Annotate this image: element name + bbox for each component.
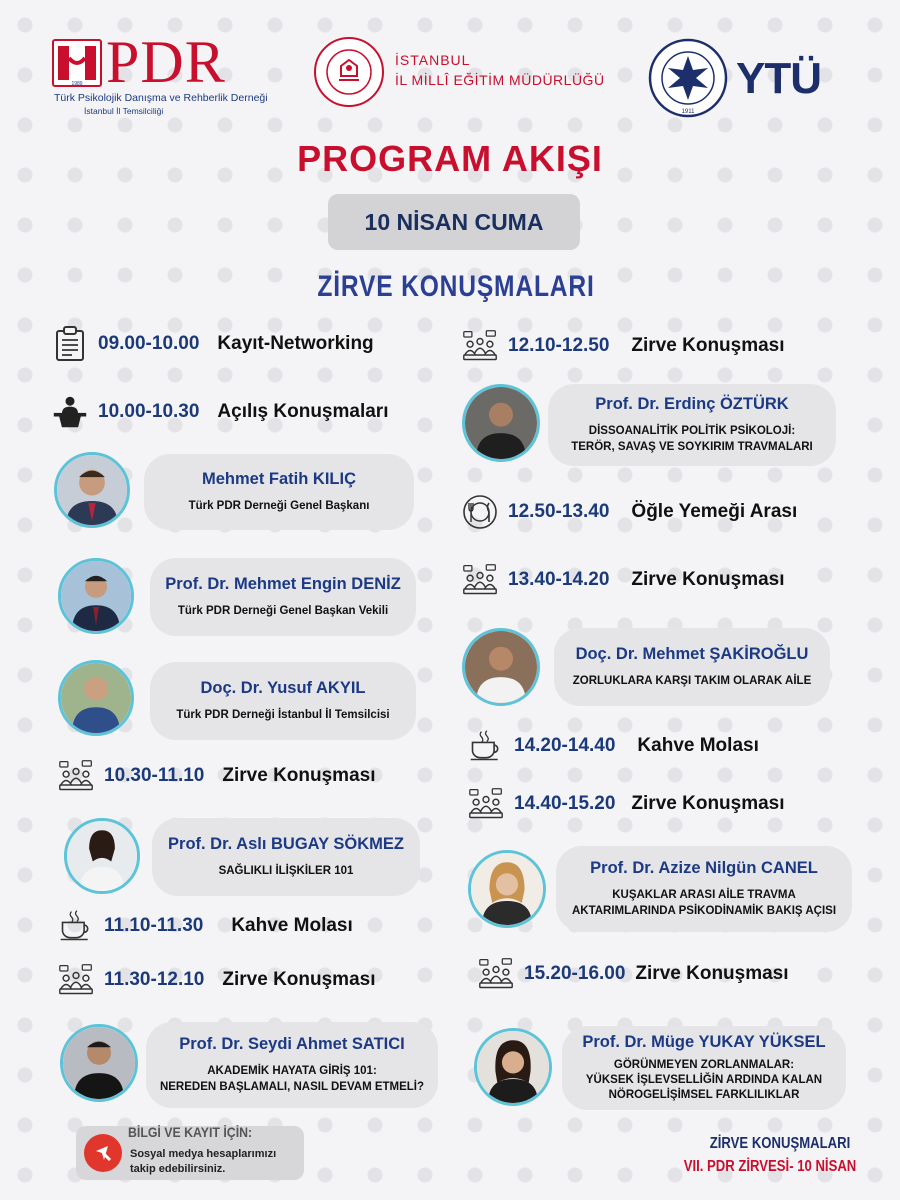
schedule-time: 09.00-10.00 [98,333,200,354]
footer-tag: ZİRVE KONUŞMALARI [709,1135,851,1152]
pdr-branch: İstanbul İl Temsilciliği [84,106,164,116]
ytu-logo [648,38,848,120]
talk-title-line: YÜKSEK İŞLEVSELLİĞİN ARDINDA KALAN [585,1074,823,1087]
schedule-label: Zirve Konuşması [631,569,785,590]
speaker-name: Prof. Dr. Aslı BUGAY SÖKMEZ [168,834,404,853]
schedule-label: Zirve Konuşması [631,793,785,814]
talk-title-line: TERÖR, SAVAŞ VE SOYKIRIM TRAVMALARI [571,440,813,453]
schedule-time: 13.40-14.20 [508,569,610,590]
schedule-label: Açılış Konuşmaları [217,401,389,422]
talk-title-line: NEREDEN BAŞLAMALI, NASIL DEVAM ETMELİ? [159,1080,425,1093]
schedule-time: 14.20-14.40 [514,735,616,756]
speaker-name: Doç. Dr. Mehmet ŞAKİROĞLU [575,644,809,663]
speaker-name: Prof. Dr. Mehmet Engin DENİZ [165,574,401,593]
schedule-time: 11.30-12.10 [104,969,205,990]
speaker-talk-title [571,424,813,455]
schedule-row-talk [58,758,375,794]
meeting-icon [478,956,514,992]
talk-title-line: GÖRÜNMEYEN ZORLANMALAR: [613,1059,795,1072]
pdr-logo [52,29,268,120]
speaker-avatar [58,558,134,634]
talk-title-line: KUŞAKLAR ARASI AİLE TRAVMA [612,888,796,901]
speaker-name: Prof. Dr. Müge YUKAY YÜKSEL [582,1033,826,1052]
schedule-time: 14.40-15.20 [514,793,616,814]
speaker-talk-title [586,1058,822,1103]
schedule-time: 12.10-12.50 [508,335,610,356]
schedule-label: Kayıt-Networking [217,333,374,354]
speaker-card [556,846,852,932]
info-text: Sosyal medya hesaplarımızı [130,1148,277,1160]
speaker-card [152,818,420,896]
schedule-row-registration [52,326,374,362]
meeting-icon [462,562,498,598]
schedule-row-coffee [58,908,353,944]
ytu-seal-icon [648,38,728,118]
meb-city: İSTANBUL [395,52,471,68]
schedule-label: Kahve Molası [231,915,353,936]
schedule-row-coffee [468,728,759,764]
schedule-label: Kahve Molası [637,735,759,756]
meeting-icon [468,786,504,822]
svg-text:1911: 1911 [681,109,695,115]
schedule-row-talk [58,962,375,998]
coffee-cup-icon [58,908,94,944]
info-title: BİLGİ VE KAYIT İÇİN: [128,1124,253,1140]
speaker-title: Türk PDR Derneği Genel Başkanı [188,499,370,512]
schedule-row-opening [52,394,388,430]
schedule-label: Öğle Yemeği Arası [631,501,798,522]
speaker-card [144,454,414,530]
talk-title-line: NÖROGELİŞİMSEL FARKLILIKLAR [608,1088,800,1101]
speaker-avatar [462,384,540,462]
talk-title-line: AKTARIMLARINDA PSİKODİNAMİK BAKIŞ AÇISI [571,904,837,917]
schedule-row-talk [478,956,789,992]
date-badge: 10 NİSAN CUMA [328,194,580,250]
speaker-avatar [64,818,140,894]
cursor-arrow-icon [84,1134,122,1172]
schedule-label: Zirve Konuşması [222,765,376,786]
podium-speaker-icon [52,394,88,430]
speaker-avatar [474,1028,552,1106]
speaker-title: Türk PDR Derneği İstanbul İl Temsilcisi [176,708,390,721]
speaker-avatar [54,452,130,528]
speaker-avatar [468,850,546,928]
schedule-label: Zirve Konuşması [631,335,785,356]
speaker-name: Prof. Dr. Erdinç ÖZTÜRK [595,394,789,413]
speaker-card [146,1022,438,1108]
schedule-row-talk [462,562,785,598]
talk-title-line: AKADEMİK HAYATA GİRİŞ 101: [207,1064,377,1077]
speaker-card [548,384,836,466]
footer-event: VII. PDR ZİRVESİ- 10 NİSAN [683,1158,857,1175]
schedule-time: 12.50-13.40 [508,501,610,522]
pdr-fullname: Türk Psikolojik Danışma ve Rehberlik Derneği [54,92,268,104]
info-box [76,1126,304,1180]
schedule-row-talk [462,328,785,364]
speaker-card [554,628,830,706]
speaker-card [150,662,416,740]
coffee-cup-icon [468,728,504,764]
speaker-name: Prof. Dr. Azize Nilgün CANEL [590,858,818,877]
svg-text:1989: 1989 [71,81,83,87]
speaker-avatar [462,628,540,706]
speaker-talk-title [160,1064,424,1095]
speaker-name: Doç. Dr. Yusuf AKYIL [200,678,366,697]
schedule-row-talk [468,786,785,822]
ytu-wordmark: YTÜ [736,54,821,103]
pdr-mark-icon [52,36,102,88]
speaker-avatar [58,660,134,736]
meb-logo [313,36,603,108]
meeting-icon [462,328,498,364]
schedule-label: Zirve Konuşması [222,969,376,990]
speaker-name: Mehmet Fatih KILIÇ [201,469,356,488]
speaker-name: Prof. Dr. Seydi Ahmet SATICI [179,1034,405,1053]
section-subtitle: ZİRVE KONUŞMALARI [317,270,595,303]
schedule-time: 11.10-11.30 [104,915,204,936]
talk-title-line: DİSSOANALİTİK POLİTİK PSİKOLOJİ: [588,424,796,437]
schedule-time: 10.30-11.10 [104,765,205,786]
meeting-icon [58,758,94,794]
pdr-wordmark: PDR [106,29,226,95]
speaker-talk-title [572,888,836,919]
schedule-label: Zirve Konuşması [635,963,789,984]
schedule-row-lunch [462,494,797,530]
speaker-avatar [60,1024,138,1102]
speaker-card [150,558,416,636]
meb-seal-icon [313,36,385,108]
speaker-title: Türk PDR Derneği Genel Başkan Vekili [177,604,389,617]
info-text: takip edebilirsiniz. [130,1163,226,1175]
clipboard-icon [52,326,88,362]
schedule-time: 10.00-10.30 [98,401,200,422]
meb-directorate: İL MİLLÎ EĞİTİM MÜDÜRLÜĞÜ [395,72,605,88]
speaker-talk-title: SAĞLIKLI İLİŞKİLER 101 [218,864,354,877]
speaker-card [562,1026,846,1110]
speaker-talk-title: ZORLUKLARA KARŞI TAKIM OLARAK AİLE [572,674,812,687]
page-title: PROGRAM AKIŞI [297,138,603,179]
meeting-icon [58,962,94,998]
plate-cutlery-icon [462,494,498,530]
schedule-time: 15.20-16.00 [524,963,626,984]
